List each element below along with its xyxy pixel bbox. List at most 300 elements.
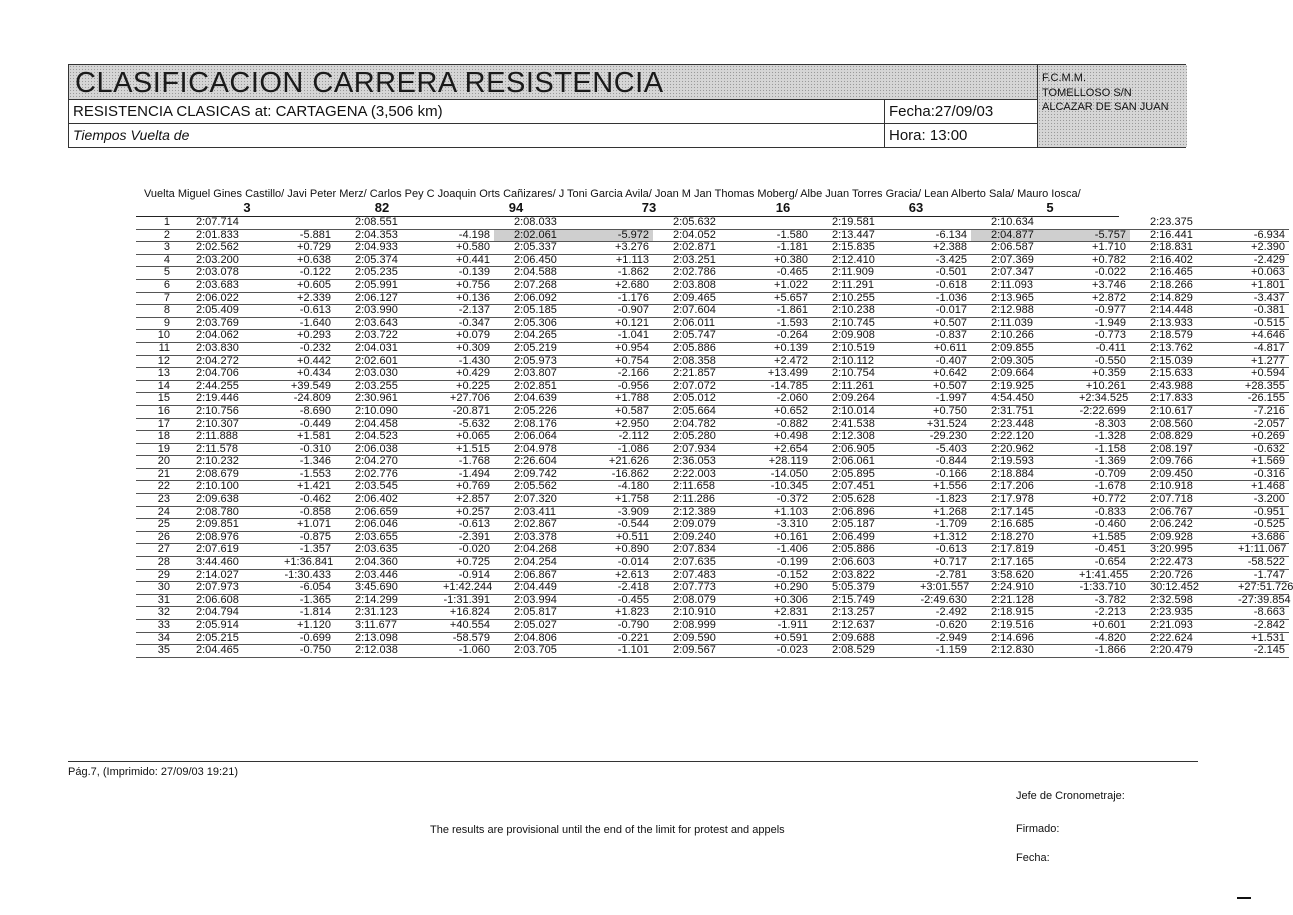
bib-number: 63 (908, 200, 924, 215)
lap-time-cell: 2:13.098 (335, 632, 443, 645)
lap-time-cell: 2:09.851 (176, 519, 284, 532)
lap-time-cell: 2:10.232 (176, 456, 284, 469)
lap-time-cell: 2:44.255 (176, 380, 284, 393)
lap-diff-cell: +0.290 (761, 582, 812, 595)
table-row (136, 405, 1289, 418)
lap-number-cell: 19 (136, 443, 176, 456)
lap-time-cell: 2:11.578 (176, 443, 284, 456)
lap-diff-cell: -27:39.854 (1238, 593, 1291, 606)
table-row (136, 242, 1289, 255)
table-row (136, 620, 1289, 633)
lap-diff-cell: +0.161 (761, 531, 812, 544)
lap-number-cell: 15 (136, 393, 176, 406)
lap-time-cell: 2:13.762 (1130, 342, 1238, 355)
lap-diff-cell: +1:36.841 (284, 556, 334, 569)
lap-number-cell: 27 (136, 544, 176, 557)
lap-diff-cell (920, 217, 971, 229)
lap-diff-cell: -5.403 (920, 443, 971, 456)
lap-diff-cell: -0.122 (284, 267, 335, 280)
lap-time-cell: 2:03.411 (494, 506, 602, 519)
lap-diff-cell: -4.817 (1238, 342, 1289, 355)
lap-time-cell: 2:14.027 (176, 569, 284, 582)
lap-time-cell: 2:13.257 (812, 607, 920, 620)
lap-diff-cell: -1.101 (602, 645, 653, 658)
lap-diff-cell: +0.079 (443, 330, 494, 343)
lap-time-cell: 2:10.519 (812, 342, 920, 355)
lap-time-cell: 2:02.061 (494, 229, 602, 242)
lap-number-cell: 11 (136, 342, 176, 355)
lap-time-cell: 2:05.027 (494, 620, 602, 633)
lap-diff-cell: -0.221 (602, 632, 653, 645)
lap-diff-cell: -0.613 (443, 519, 494, 532)
lap-diff-cell: -1.158 (1079, 443, 1130, 456)
lap-diff-cell: +0.309 (443, 342, 494, 355)
lap-time-cell: 2:05.628 (812, 494, 920, 507)
lap-diff-cell: -58.522 (1238, 557, 1289, 570)
bib-number: 5 (1046, 200, 1054, 215)
lap-time-cell: 4:54.450 (971, 393, 1079, 406)
lap-number-cell: 5 (136, 267, 176, 280)
lap-diff-cell: -1.678 (1079, 481, 1130, 494)
lap-time-cell: 2:07.834 (653, 544, 761, 557)
lap-time-cell: 2:06.127 (335, 292, 443, 305)
chief-timekeeper-label: Jefe de Cronometraje: (1016, 790, 1125, 802)
lap-time-cell: 2:03.655 (335, 531, 443, 544)
lap-diff-cell: +0.293 (284, 330, 335, 343)
lap-diff-cell: -1.430 (443, 355, 494, 368)
lap-diff-cell: -1.862 (602, 267, 653, 280)
lap-times-body (136, 216, 1293, 657)
lap-time-cell: 2:06.064 (494, 431, 602, 444)
lap-diff-cell: -5.632 (443, 418, 494, 431)
page-mark (1237, 897, 1251, 899)
lap-time-cell: 2:07.604 (653, 305, 761, 318)
lap-time-cell: 2:21.093 (1130, 620, 1238, 633)
lap-time-cell: 2:05.886 (653, 342, 761, 355)
lap-time-cell: 2:15.835 (812, 242, 920, 255)
table-row (136, 544, 1289, 557)
report-title: CLASIFICACION CARRERA RESISTENCIA (75, 67, 664, 99)
lap-diff-cell: -5.881 (284, 229, 335, 242)
lap-diff-cell: +0.511 (602, 531, 653, 544)
lap-time-cell: 2:05.219 (494, 342, 602, 355)
race-name: RESISTENCIA CLASICAS at: CARTAGENA (3,506 km) (73, 103, 443, 120)
lap-time-cell: 2:19.516 (971, 620, 1079, 633)
lap-time-cell: 3:11.677 (335, 620, 443, 633)
lap-diff-cell: +0.601 (1079, 620, 1130, 633)
lap-time-cell: 2:09.766 (1130, 456, 1238, 469)
table-row (136, 481, 1289, 494)
lap-time-cell: 2:10.754 (812, 368, 920, 381)
lap-time-cell: 2:07.347 (971, 267, 1079, 280)
lap-time-cell: 2:09.688 (812, 632, 920, 645)
lap-diff-cell: +21.626 (602, 456, 653, 469)
lap-diff-cell: -0.618 (920, 279, 971, 292)
lap-diff-cell: +40.554 (443, 620, 494, 633)
lap-time-cell: 2:06.038 (335, 443, 443, 456)
lap-time-cell: 2:07.635 (653, 557, 761, 570)
lap-time-cell: 2:07.483 (653, 569, 761, 582)
lap-diff-cell (284, 217, 335, 229)
lap-diff-cell: -3.310 (761, 519, 812, 532)
lap-diff-cell: -0.449 (284, 418, 335, 431)
lap-diff-cell: +39.549 (284, 380, 335, 393)
lap-number-cell: 21 (136, 468, 176, 481)
bib-number: 73 (641, 200, 657, 215)
lap-time-cell: 2:09.264 (812, 393, 920, 406)
lap-diff-cell: +0.652 (761, 405, 812, 418)
lap-diff-cell: +1.556 (920, 481, 971, 494)
lap-diff-cell: -1.357 (284, 544, 335, 557)
lap-diff-cell: -1.365 (284, 594, 335, 607)
lap-time-cell: 2:05.664 (653, 405, 761, 418)
lap-time-cell: 2:08.780 (176, 506, 284, 519)
lap-diff-cell: -0.544 (602, 519, 653, 532)
lap-diff-cell: -0.632 (1238, 443, 1289, 456)
lap-diff-cell: +0.441 (443, 254, 494, 267)
lap-diff-cell: -1.181 (761, 242, 812, 255)
lap-time-cell: 2:22.624 (1130, 632, 1238, 645)
lap-diff-cell: -29.230 (920, 431, 971, 444)
lap-diff-cell: +0.769 (443, 481, 494, 494)
lap-diff-cell: -0.232 (284, 342, 335, 355)
lap-time-cell: 2:14.829 (1130, 292, 1238, 305)
lap-diff-cell: -0.773 (1079, 330, 1130, 343)
lap-diff-cell: -2.781 (920, 569, 971, 582)
lap-diff-cell: -0.017 (920, 305, 971, 318)
table-row (136, 292, 1289, 305)
lap-time-cell: 2:19.446 (176, 393, 284, 406)
lap-diff-cell: -14.785 (761, 380, 812, 393)
lap-time-cell: 2:15.633 (1130, 368, 1238, 381)
lap-time-cell: 3:45.690 (335, 582, 443, 595)
lap-diff-cell: -1.861 (761, 305, 812, 318)
lap-time-cell: 2:18.579 (1130, 330, 1238, 343)
lap-diff-cell: -2.060 (761, 393, 812, 406)
lap-diff-cell: +1.268 (920, 506, 971, 519)
table-row (136, 229, 1289, 242)
lap-time-cell: 2:11.291 (812, 279, 920, 292)
lap-diff-cell: +0.954 (602, 342, 653, 355)
lap-diff-cell: -0.152 (761, 569, 812, 582)
lap-diff-cell: -1.768 (443, 456, 494, 469)
table-row (136, 342, 1289, 355)
lap-diff-cell: +0.063 (1238, 267, 1289, 280)
lap-time-cell: 2:08.176 (494, 418, 602, 431)
lap-time-cell: 2:05.973 (494, 355, 602, 368)
lap-number-cell: 16 (136, 405, 176, 418)
lap-number-cell: 10 (136, 330, 176, 343)
lap-diff-cell: +2.950 (602, 418, 653, 431)
lap-diff-cell: +1.022 (761, 279, 812, 292)
table-row (136, 254, 1289, 267)
lap-diff-cell: -0.139 (443, 267, 494, 280)
lap-diff-cell: -58.579 (443, 632, 494, 645)
lap-time-cell: 2:05.409 (176, 305, 284, 318)
lap-time-cell: 2:20.479 (1130, 645, 1238, 658)
lap-diff-cell: -2.145 (1238, 645, 1289, 658)
lap-time-cell: 2:21.857 (653, 368, 761, 381)
lap-time-cell: 2:10.307 (176, 418, 284, 431)
lap-time-cell: 2:03.705 (494, 645, 602, 658)
lap-diff-cell: -0.462 (284, 494, 335, 507)
lap-diff-cell: -3.782 (1079, 594, 1130, 607)
lap-number-cell: 28 (136, 557, 176, 570)
lap-time-cell: 2:04.523 (335, 431, 443, 444)
lap-diff-cell: -2.492 (920, 607, 971, 620)
lap-time-cell: 2:13.965 (971, 292, 1079, 305)
lap-diff-cell: -6.134 (920, 229, 971, 242)
lap-time-cell: 2:05.914 (176, 620, 284, 633)
table-row (136, 279, 1289, 292)
lap-time-cell: 2:01.833 (176, 229, 284, 242)
lap-time-cell: 2:18.266 (1130, 279, 1238, 292)
lap-time-cell: 2:10.014 (812, 405, 920, 418)
lap-diff-cell: +27.706 (443, 393, 494, 406)
lap-time-cell: 2:13.447 (812, 229, 920, 242)
lap-diff-cell: -16.862 (602, 468, 653, 481)
lap-diff-cell: -0.837 (920, 330, 971, 343)
lap-diff-cell: +2.857 (443, 494, 494, 507)
lap-times-table (136, 216, 1293, 658)
lap-diff-cell: -0.501 (920, 267, 971, 280)
lap-diff-cell: -1.709 (920, 519, 971, 532)
lap-time-cell: 2:02.562 (176, 242, 284, 255)
lap-time-cell: 2:04.268 (494, 544, 602, 557)
lap-diff-cell: +2.472 (761, 355, 812, 368)
lap-number-cell: 3 (136, 242, 176, 255)
lap-time-cell: 3:58.620 (971, 569, 1079, 582)
lap-time-cell: 2:09.305 (971, 355, 1079, 368)
header-divider (884, 99, 885, 147)
lap-time-cell: 2:04.794 (176, 607, 284, 620)
lap-time-cell: 2:03.830 (176, 342, 284, 355)
lap-time-cell: 2:05.562 (494, 481, 602, 494)
lap-time-cell: 2:23.448 (971, 418, 1079, 431)
report-subtitle: Tiempos Vuelta de (73, 127, 190, 143)
lap-diff-cell: +1.531 (1238, 632, 1289, 645)
lap-time-cell: 2:09.240 (653, 531, 761, 544)
lap-time-cell: 2:12.988 (971, 305, 1079, 318)
lap-diff-cell: +1.120 (284, 620, 335, 633)
lap-diff-cell: -1.369 (1079, 456, 1130, 469)
lap-time-cell: 2:14.696 (971, 632, 1079, 645)
lap-number-cell: 23 (136, 494, 176, 507)
lap-diff-cell: -0.460 (1079, 519, 1130, 532)
lap-time-cell: 2:03.807 (494, 368, 602, 381)
lap-time-cell: 2:12.308 (812, 431, 920, 444)
lap-time-cell: 2:03.683 (176, 279, 284, 292)
lap-time-cell: 2:02.851 (494, 380, 602, 393)
lap-diff-cell: -8.663 (1238, 607, 1289, 620)
lap-time-cell: 2:12.410 (812, 254, 920, 267)
lap-time-cell: 2:02.776 (335, 468, 443, 481)
lap-diff-cell: -0.613 (920, 544, 971, 557)
lap-time-cell: 30:12.452 (1130, 582, 1238, 595)
lap-time-cell: 2:04.270 (335, 456, 443, 469)
lap-diff-cell: +27:51.726 (1238, 581, 1293, 594)
lap-number-cell: 9 (136, 317, 176, 330)
lap-number-cell: 29 (136, 569, 176, 582)
lap-diff-cell: -2.112 (602, 431, 653, 444)
table-row (136, 456, 1289, 469)
signed-label: Firmado: (1016, 823, 1060, 835)
lap-time-cell: 2:14.448 (1130, 305, 1238, 318)
lap-diff-cell: +1.710 (1079, 242, 1130, 255)
lap-diff-cell: +0.139 (761, 342, 812, 355)
lap-number-cell: 8 (136, 305, 176, 318)
table-row (136, 582, 1289, 595)
lap-diff-cell: -1.328 (1079, 431, 1130, 444)
lap-time-cell: 2:06.450 (494, 254, 602, 267)
lap-diff-cell: -2.213 (1079, 607, 1130, 620)
lap-diff-cell: -4.180 (602, 481, 653, 494)
lap-number-cell: 4 (136, 254, 176, 267)
lap-time-cell: 2:03.255 (335, 380, 443, 393)
lap-time-cell: 2:06.011 (653, 317, 761, 330)
lap-diff-cell: -0.951 (1238, 506, 1289, 519)
lap-time-cell: 2:08.033 (494, 217, 602, 229)
lap-time-cell: 2:05.012 (653, 393, 761, 406)
lap-time-cell: 2:08.358 (653, 355, 761, 368)
lap-diff-cell: -0.956 (602, 380, 653, 393)
lap-diff-cell: -2.391 (443, 531, 494, 544)
lap-time-cell: 2:22.120 (971, 431, 1079, 444)
lap-time-cell: 2:04.465 (176, 645, 284, 658)
lap-time-cell: 2:10.255 (812, 292, 920, 305)
lap-diff-cell: -0.833 (1079, 506, 1130, 519)
lap-number-cell: 20 (136, 456, 176, 469)
lap-diff-cell: -1:31.391 (443, 594, 494, 607)
lap-diff-cell: -1.060 (443, 645, 494, 658)
lap-diff-cell: -0.550 (1079, 355, 1130, 368)
lap-time-cell: 2:03.030 (335, 368, 443, 381)
lap-diff-cell: -5.757 (1079, 229, 1130, 242)
table-row (136, 330, 1289, 343)
lap-time-cell: 2:13.933 (1130, 317, 1238, 330)
lap-diff-cell: +1.113 (602, 254, 653, 267)
lap-diff-cell: +16.824 (443, 607, 494, 620)
lap-diff-cell: -0.790 (602, 620, 653, 633)
table-row (136, 519, 1289, 532)
lap-time-cell: 2:06.867 (494, 569, 602, 582)
lap-diff-cell: -0.654 (1079, 557, 1130, 570)
lap-time-cell: 2:03.446 (335, 569, 443, 582)
lap-time-cell: 2:09.567 (653, 645, 761, 658)
lap-time-cell: 2:04.052 (653, 229, 761, 242)
lap-diff-cell: +2.831 (761, 607, 812, 620)
lap-time-cell: 2:23.375 (1130, 217, 1238, 229)
race-row (69, 99, 1037, 124)
lap-diff-cell: -1.866 (1079, 645, 1130, 658)
lap-diff-cell (602, 217, 653, 229)
lap-time-cell: 2:03.822 (812, 569, 920, 582)
lap-diff-cell: -0.020 (443, 544, 494, 557)
lap-diff-cell: +1.581 (284, 431, 335, 444)
lap-time-cell: 2:22.473 (1130, 557, 1238, 570)
lap-diff-cell: -0.858 (284, 506, 335, 519)
table-row (136, 468, 1289, 481)
report-hour: Hora: 13:00 (889, 127, 968, 144)
lap-diff-cell: +2.680 (602, 279, 653, 292)
lap-time-cell: 2:16.402 (1130, 254, 1238, 267)
lap-diff-cell: -1.747 (1238, 569, 1289, 582)
lap-diff-cell: -1.949 (1079, 317, 1130, 330)
lap-diff-cell: -2.842 (1238, 620, 1289, 633)
lap-diff-cell: -0.699 (284, 632, 335, 645)
report-header (68, 64, 1186, 148)
lap-diff-cell: -6.054 (284, 582, 335, 595)
lap-diff-cell: +0.594 (1238, 368, 1289, 381)
lap-diff-cell: -2:22.699 (1079, 405, 1130, 418)
lap-diff-cell: -2.418 (602, 582, 653, 595)
lap-time-cell: 2:07.369 (971, 254, 1079, 267)
lap-diff-cell: -0.750 (284, 645, 335, 658)
lap-diff-cell: +0.611 (920, 342, 971, 355)
lap-time-cell: 2:05.747 (653, 330, 761, 343)
lap-diff-cell: +0.507 (920, 317, 971, 330)
lap-diff-cell: +0.605 (284, 279, 335, 292)
lap-time-cell: 2:04.353 (335, 229, 443, 242)
lap-time-cell: 2:05.187 (812, 519, 920, 532)
lap-time-cell: 2:06.896 (812, 506, 920, 519)
lap-diff-cell: +1:42.244 (443, 581, 493, 594)
table-row (136, 645, 1289, 658)
lap-diff-cell: +13.499 (761, 368, 812, 381)
table-row (136, 594, 1289, 607)
lap-diff-cell: -3.909 (602, 506, 653, 519)
lap-time-cell: 2:06.767 (1130, 506, 1238, 519)
lap-diff-cell: +0.306 (761, 594, 812, 607)
lap-diff-cell: +4.646 (1238, 330, 1289, 343)
lap-time-cell: 2:09.908 (812, 330, 920, 343)
lap-time-cell: 2:07.320 (494, 494, 602, 507)
lap-diff-cell: +0.782 (1079, 254, 1130, 267)
report-date: Fecha:27/09/03 (889, 103, 994, 120)
lap-time-cell: 2:03.078 (176, 267, 284, 280)
lap-diff-cell: +1.823 (602, 607, 653, 620)
footer-date-label: Fecha: (1016, 852, 1050, 864)
lap-diff-cell (1238, 217, 1289, 229)
lap-time-cell: 2:05.226 (494, 405, 602, 418)
table-row (136, 380, 1289, 393)
lap-time-cell: 2:04.782 (653, 418, 761, 431)
lap-time-cell: 2:05.817 (494, 607, 602, 620)
lap-diff-cell: -4.820 (1079, 632, 1130, 645)
table-row (136, 317, 1289, 330)
lap-diff-cell: -2.949 (920, 632, 971, 645)
lap-time-cell: 2:04.933 (335, 242, 443, 255)
lap-diff-cell (443, 217, 494, 229)
lap-time-cell: 2:11.093 (971, 279, 1079, 292)
lap-time-cell: 2:10.100 (176, 481, 284, 494)
table-row (136, 267, 1289, 280)
lap-time-cell: 2:17.165 (971, 557, 1079, 570)
lap-diff-cell: -0.023 (761, 645, 812, 658)
lap-diff-cell: -0.381 (1238, 305, 1289, 318)
lap-diff-cell: -0.844 (920, 456, 971, 469)
lap-time-cell: 2:06.608 (176, 594, 284, 607)
lap-time-cell: 2:04.639 (494, 393, 602, 406)
rider-names-header: Vuelta Miguel Gines Castillo/ Javi Peter Merz/ Carlos Pey C Joaquin Orts Cañizares/ J Toni Garcia Avila/ Joan M Jan Thomas Moberg/ Albe Juan Torres Gracia/ Lean Alberto Sala/ Mauro Iosca/ (144, 188, 1081, 200)
organizer-name: F.C.M.M. (1042, 72, 1086, 84)
lap-diff-cell: -0.465 (761, 267, 812, 280)
lap-time-cell: 2:05.235 (335, 267, 443, 280)
bib-number: 3 (243, 200, 251, 215)
lap-diff-cell: -6.934 (1238, 229, 1289, 242)
lap-time-cell: 5:05.379 (812, 582, 920, 595)
lap-time-cell: 2:06.587 (971, 242, 1079, 255)
